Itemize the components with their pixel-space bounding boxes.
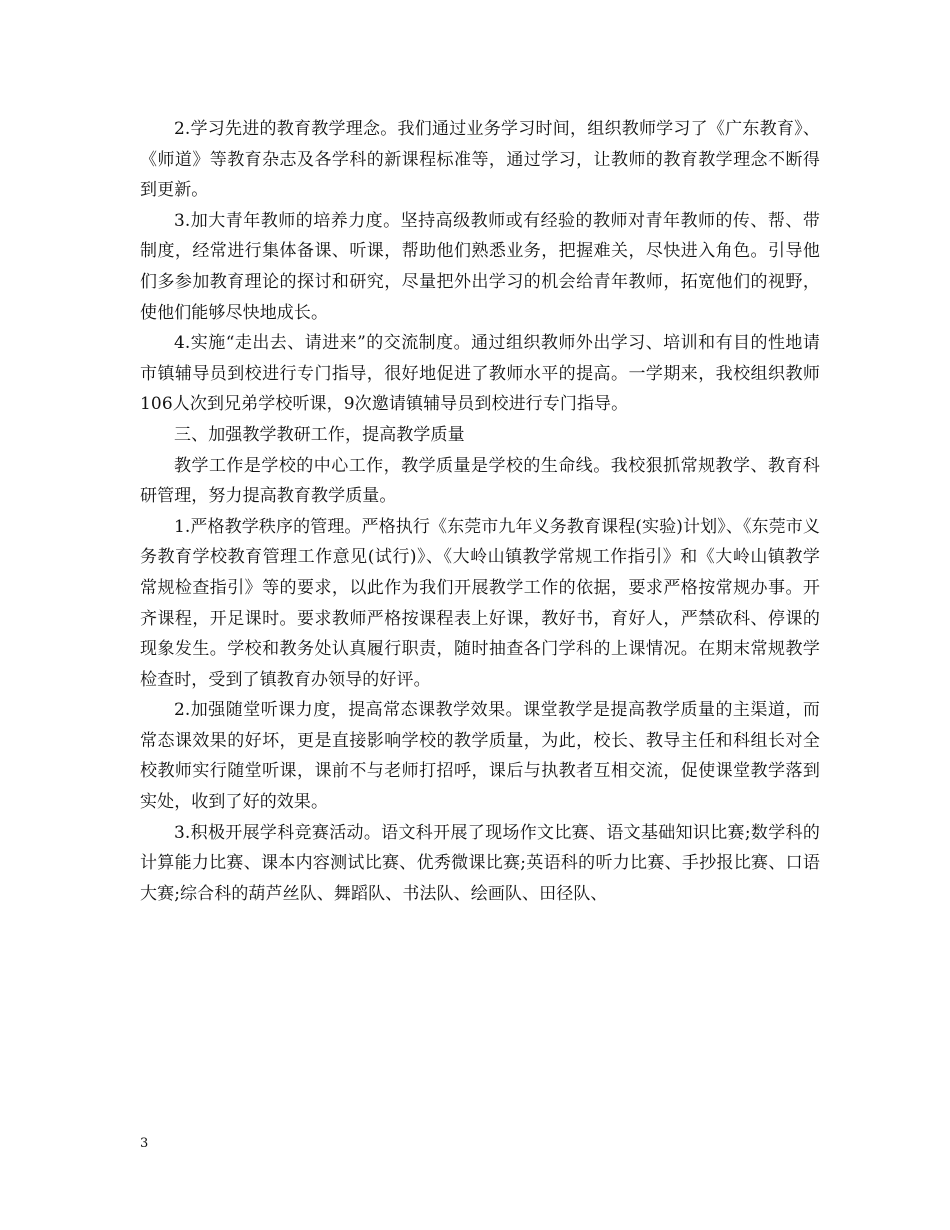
page-number: 3 xyxy=(140,1136,149,1151)
paragraph-young-teachers: 3.加大青年教师的培养力度。坚持高级教师或有经验的教师对青年教师的传、帮、带制度，经常进行集体备课、听课，帮助他们熟悉业务，把握难关，尽快进入角色。引导他们多参加教育理论的探讨和研究，尽量把外出学习的机会给青年教师，拓宽他们的视野，使他们能够尽快地成长。 xyxy=(140,210,820,323)
document-body xyxy=(140,114,820,909)
paragraph-learning-concepts: 2.学习先进的教育教学理念。我们通过业务学习时间，组织教师学习了《广东教育》、《师道》等教育杂志及各学科的新课程标准等，通过学习，让教师的教育教学理念不断得到更新。 xyxy=(140,119,820,201)
paragraph-teaching-order: 1.严格教学秩序的管理。严格执行《东莞市九年义务教育课程(实验)计划》、《东莞市义务教育学校教育管理工作意见(试行)》、《大岭山镇教学常规工作指引》和《大岭山镇教学常规检查指引》等的要求，以此作为我们开展教学工作的依据，要求严格按常规办事。开齐课程，开足课时。要求教师严格按课程表上好课，教好书，育好人，严禁砍科、停课的现象发生。学校和教务处认真履行职责，随时抽查各门学科的上课情况。在期末常规教学检查时，受到了镇教育办领导的好评。 xyxy=(140,516,820,690)
paragraph-subject-competitions: 3.积极开展学科竞赛活动。语文科开展了现场作文比赛、语文基础知识比赛;数学科的计算能力比赛、课本内容测试比赛、优秀微课比赛;英语科的听力比赛、手抄报比赛、口语大赛;综合科的葫芦丝队、舞蹈队、书法队、绘画队、田径队、 xyxy=(140,822,820,904)
paragraph-exchange-system: 4.实施“走出去、请进来”的交流制度。通过组织教师外出学习、培训和有目的性地请市镇辅导员到校进行专门指导，很好地促进了教师水平的提高。一学期来，我校组织教师106人次到兄弟学校听课，9次邀请镇辅导员到校进行专门指导。 xyxy=(140,333,820,415)
section-heading: 三、加强教学教研工作，提高教学质量 xyxy=(174,424,465,445)
paragraph-classroom-observation: 2.加强随堂听课力度，提高常态课教学效果。课堂教学是提高教学质量的主渠道，而常态课效果的好坏，更是直接影响学校的教学质量，为此，校长、教导主任和科组长对全校教师实行随堂听课，课前不与老师打招呼，课后与执教者互相交流，促使课堂教学落到实处，收到了好的效果。 xyxy=(140,700,820,813)
paragraph-teaching-work: 教学工作是学校的中心工作，教学质量是学校的生命线。我校狠抓常规教学、教育科研管理，努力提高教育教学质量。 xyxy=(140,455,820,507)
